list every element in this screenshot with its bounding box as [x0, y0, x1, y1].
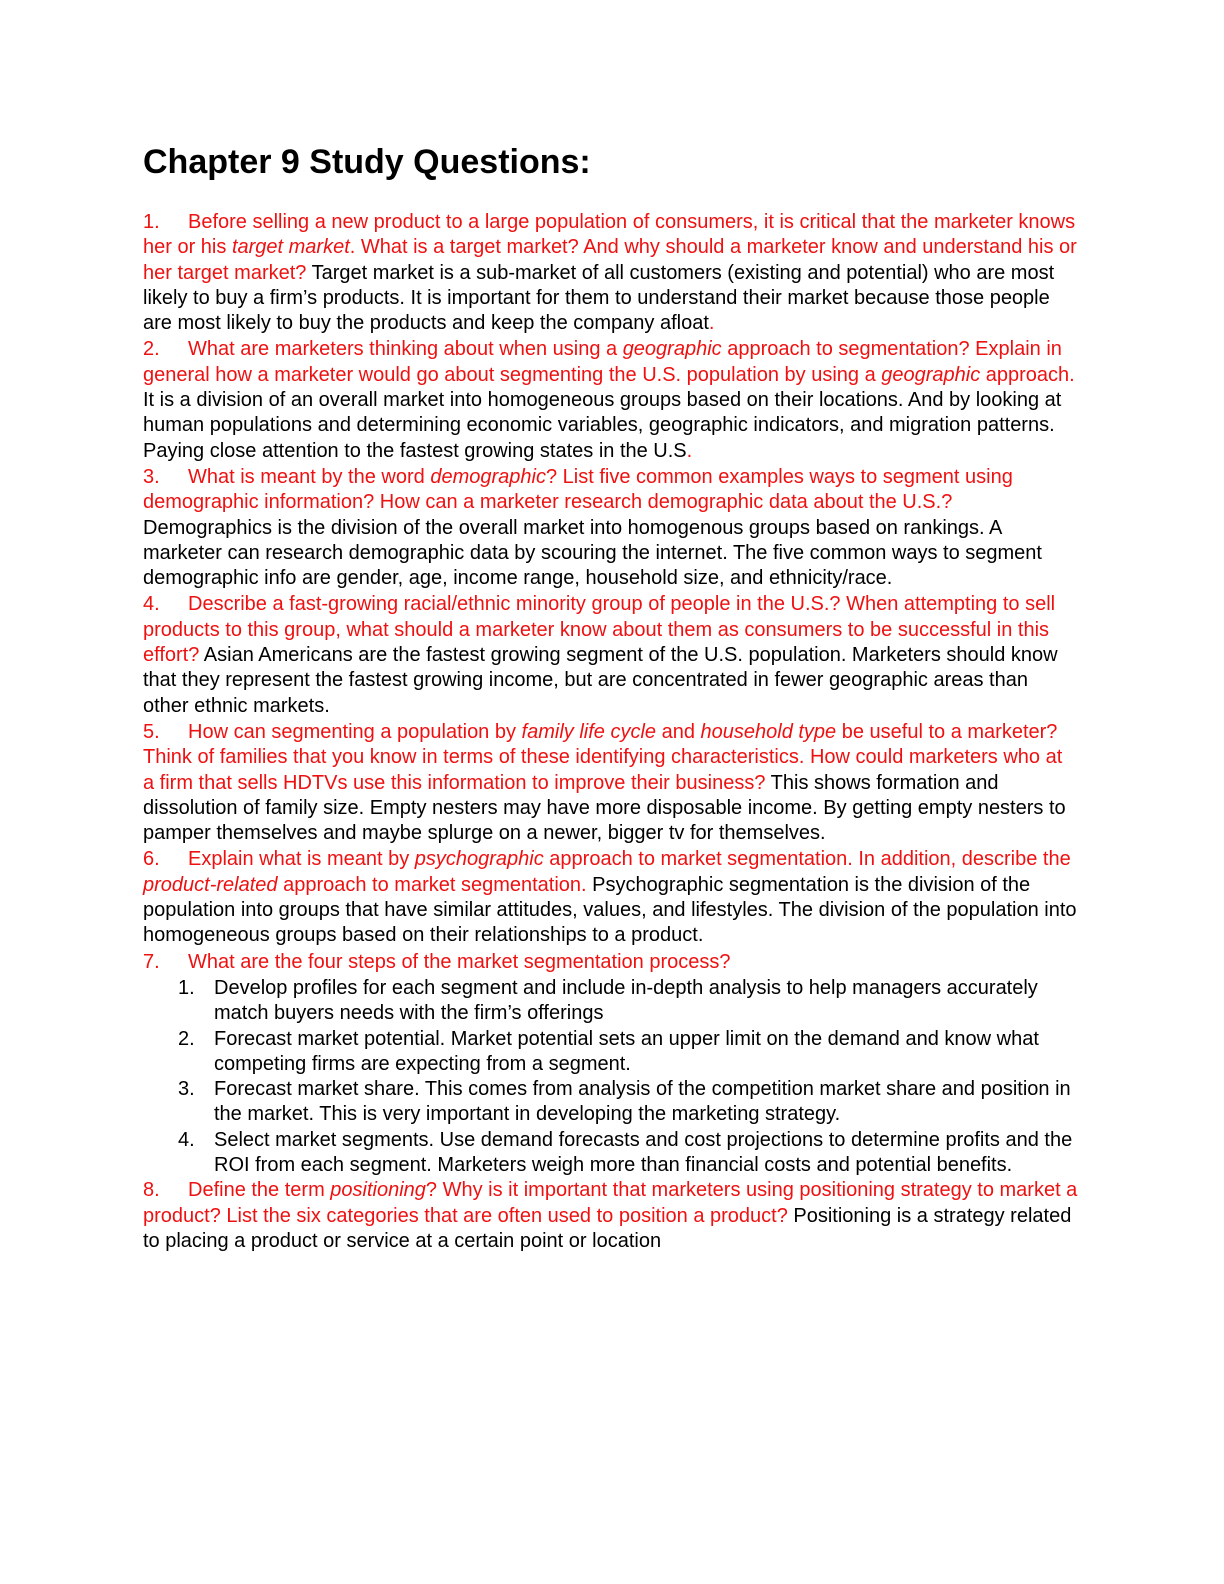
question-3-prompt: 3. What is meant by the word demographic? List five common examples ways to segment using demographic information? How can a marketer research demographic data about the U.S.?	[143, 465, 1013, 514]
question-4	[143, 592, 1078, 718]
question-5-prompt: 5. How can segmenting a population by family life cycle and household type be useful to a marketer? Think of families that you know in terms of these identifying characteristics. How could marketers who at a firm that sells HDTVs use this information to improve their business?	[143, 720, 1063, 794]
document-page	[143, 140, 1078, 1255]
segmentation-steps-list	[143, 976, 1078, 1178]
list-item: 4. Select market segments. Use demand forecasts and cost projections to determine profits and the ROI from each segment. Marketers weigh more than financial costs and potential benefits.	[178, 1128, 1073, 1176]
list-item: 3. Forecast market share. This comes from analysis of the competition market share and position in the market. This is very important in developing the marketing strategy.	[178, 1078, 1071, 1126]
question-3	[143, 465, 1078, 591]
question-7-prompt: 7. What are the four steps of the market segmentation process?	[143, 950, 731, 973]
list-item: 2. Forecast market potential. Market potential sets an upper limit on the demand and know what competing firms are expecting from a segment.	[178, 1027, 1039, 1075]
question-6-prompt: 6. Explain what is meant by psychographic approach to market segmentation. In addition, describe the product-related approach to market segmentation.	[143, 848, 1071, 896]
question-7	[143, 950, 1078, 975]
question-6-answer: Psychographic segmentation is the division of the population into groups that have similar attitudes, values, and lifestyles. The division of the population into homogeneous groups based on their relationships to a product.	[143, 873, 1077, 947]
question-8-prompt: 8. Define the term positioning? Why is it important that marketers using positioning strategy to market a product? List the six categories that are often used to position a product?	[143, 1179, 1078, 1227]
question-6	[143, 847, 1078, 948]
question-4-prompt: 4. Describe a fast-growing racial/ethnic minority group of people in the U.S.? When attempting to sell products to this group, what should a marketer know about them as consumers to be successful in this effort?	[143, 593, 1056, 667]
question-2-answer: It is a division of an overall market into homogeneous groups based on their locations. And by looking at human populations and determining economic variables, geographic indicators, and migration patterns. Paying close attention to the fastest growing states in the U.S	[143, 389, 1062, 462]
question-1: 1. Before selling a new product to a large population of consumers, it is critical that the marketer knows her or his target market. What is a target market? And why should a marketer know and understand his or her target market? Target market is a sub-market of all customers (existing and potential) who are most likely to buy a firm’s products. It is important for them to understand their market because those people are most likely to buy the products and keep the company afloat.	[143, 211, 1077, 335]
question-2: 2. What are marketers thinking about when using a geographic approach to segmentation? Explain in general how a marketer would go about segmenting the U.S. population by using a geographic approach. It is a division of an overall market into homogeneous groups based on their locations. And by looking at human populations and determining economic variables, geographic indicators, and migration patterns. Paying close attention to the fastest growing states in the U.S.	[143, 338, 1075, 462]
question-5-answer: This shows formation and dissolution of family size. Empty nesters may have more disposable income. By getting empty nesters to pamper themselves and maybe splurge on a newer, bigger tv for themselves.	[143, 771, 1066, 845]
question-1-answer: Target market is a sub-market of all customers (existing and potential) who are most likely to buy a firm’s products. It is important for them to understand their market because those people are most likely to buy the products and keep the company afloat	[143, 261, 1055, 335]
question-8-answer: Positioning is a strategy related to placing a product or service at a certain point or location	[143, 1204, 1072, 1252]
question-5	[143, 720, 1078, 846]
question-4-answer: Asian Americans are the fastest growing segment of the U.S. population. Marketers should know that they represent the fastest growing income, but are concentrated in fewer geographic areas than other ethnic markets.	[143, 644, 1058, 717]
question-3-answer: Demographics is the division of the overall market into homogenous groups based on rankings. A marketer can research demographic data by scouring the internet. The five common ways to segment demographic info are gender, age, income range, household size, and ethnicity/race.	[143, 516, 1042, 590]
list-item: 1. Develop profiles for each segment and include in-depth analysis to help managers accurately match buyers needs with the firm’s offerings	[178, 976, 1038, 1025]
question-8	[143, 1178, 1078, 1254]
page-title: Chapter 9 Study Questions:	[143, 143, 591, 181]
question-1-prompt: 1. Before selling a new product to a large population of consumers, it is critical that the marketer knows her or his target market. What is a target market? And why should a marketer know and understand his or her target market?	[143, 211, 1077, 284]
question-2-prompt: 2. What are marketers thinking about when using a geographic approach to segmentation? Explain in general how a marketer would go about segmenting the U.S. population by using a geographic approach.	[143, 338, 1075, 386]
